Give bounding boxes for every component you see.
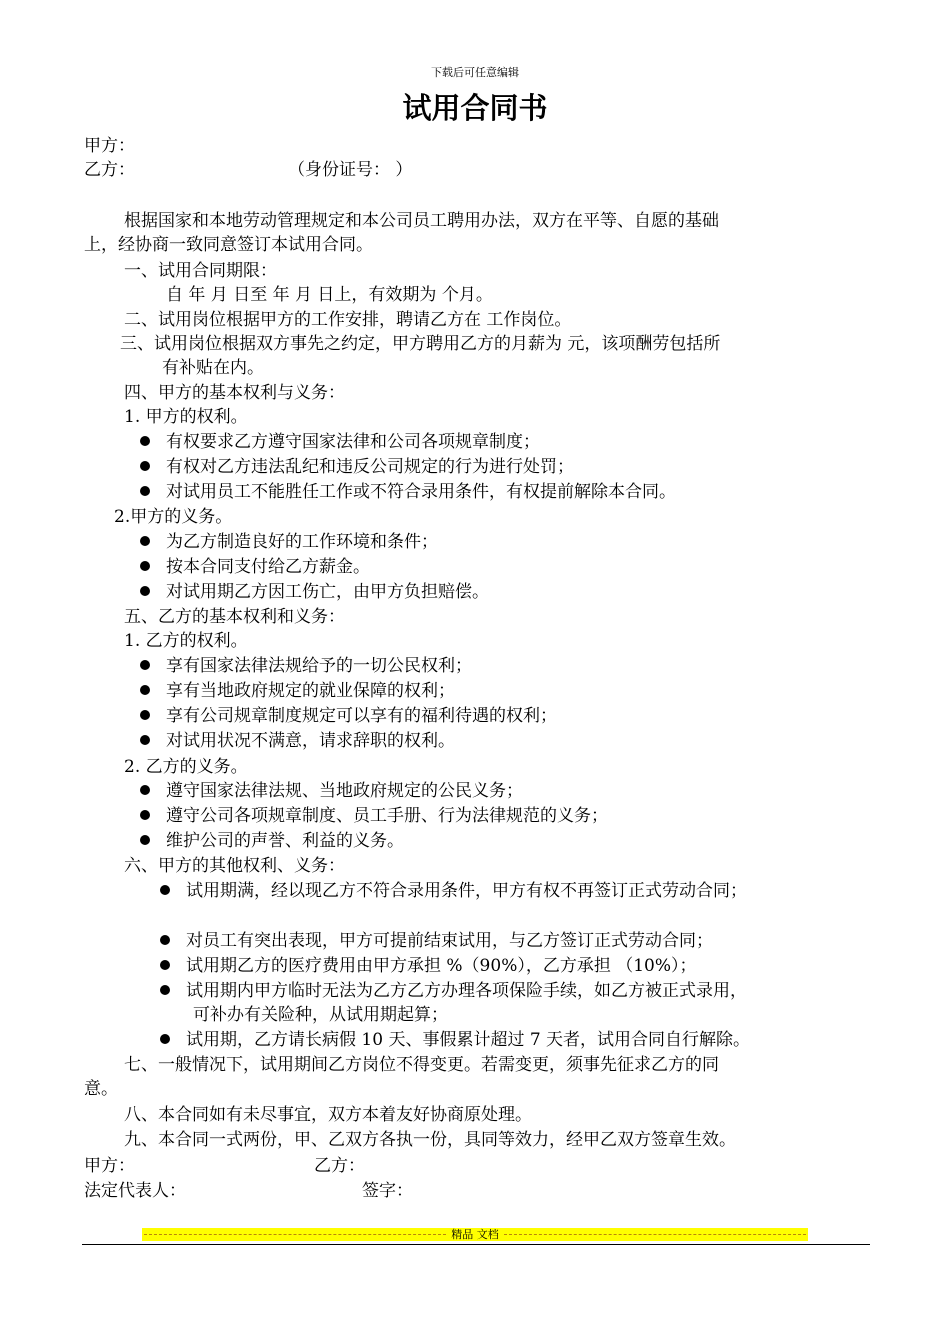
bullet-icon <box>160 935 170 945</box>
footer-divider <box>82 1244 870 1245</box>
signature-sign: 签字： <box>362 1181 413 1201</box>
bullet-icon <box>140 586 150 596</box>
list-item: 遵守国家法律法规、当地政府规定的公民义务； <box>140 780 523 802</box>
list-item: 享有国家法律法规给予的一切公民权利； <box>140 655 472 677</box>
list-item: 遵守公司各项规章制度、员工手册、行为法律规范的义务； <box>140 805 608 827</box>
footer-dash-right <box>504 1234 806 1235</box>
bullet-icon <box>140 835 150 845</box>
list-item: 有权对乙方违法乱纪和违反公司规定的行为进行处罚； <box>140 456 574 478</box>
bullet-icon <box>160 960 170 970</box>
bullet-icon <box>140 536 150 546</box>
bullet-icon <box>160 885 170 895</box>
bullet-icon <box>140 785 150 795</box>
section-5-heading: 五、乙方的基本权利和义务： <box>124 607 345 627</box>
list-item: 试用期满，经以现乙方不符合录用条件，甲方有权不再签订正式劳动合同； <box>160 880 747 902</box>
bullet-icon <box>140 436 150 446</box>
bullet-icon <box>140 561 150 571</box>
id-number-label: （身份证号： ） <box>288 160 413 180</box>
list-item: 维护公司的声誉、利益的义务。 <box>140 830 404 852</box>
bullet-icon <box>140 461 150 471</box>
section-6-heading: 六、甲方的其他权利、义务： <box>124 856 345 876</box>
page-title: 试用合同书 <box>402 91 548 125</box>
bullet-icon <box>140 735 150 745</box>
bullet-icon <box>140 486 150 496</box>
party-b-duties-heading: 2. 乙方的义务。 <box>124 757 248 777</box>
intro-line-2: 上，经协商一致同意签订本试用合同。 <box>84 235 373 255</box>
list-item: 享有当地政府规定的就业保障的权利； <box>140 680 455 702</box>
section-2: 二、试用岗位根据甲方的工作安排，聘请乙方在 工作岗位。 <box>124 310 572 330</box>
section-7-line-1: 七、一般情况下，试用期间乙方岗位不得变更。若需变更，须事先征求乙方的同 <box>124 1055 719 1075</box>
list-item: 为乙方制造良好的工作环境和条件； <box>140 531 438 553</box>
section-1-detail: 自 年 月 日至 年 月 日上，有效期为 个月。 <box>166 285 493 305</box>
list-item: 试用期内甲方临时无法为乙方乙方办理各项保险手续，如乙方被正式录用， <box>160 980 747 1002</box>
bullet-icon <box>140 710 150 720</box>
list-item-continuation: 可补办有关险种，从试用期起算； <box>193 1005 448 1025</box>
section-7-line-2: 意。 <box>84 1079 118 1099</box>
list-item: 对试用状况不满意，请求辞职的权利。 <box>140 730 455 752</box>
list-item: 试用期乙方的医疗费用由甲方承担 %（90%），乙方承担 （10%）； <box>160 955 697 977</box>
section-8: 八、本合同如有未尽事宜，双方本着友好协商原处理。 <box>124 1105 532 1125</box>
signature-legal-rep: 法定代表人： <box>84 1181 186 1201</box>
list-item: 享有公司规章制度规定可以享有的福利待遇的权利； <box>140 705 557 727</box>
party-b-rights-heading: 1. 乙方的权利。 <box>124 631 248 651</box>
signature-party-b: 乙方： <box>314 1156 365 1176</box>
footer-banner <box>142 1228 808 1241</box>
list-item: 按本合同支付给乙方薪金。 <box>140 556 370 578</box>
bullet-icon <box>140 810 150 820</box>
list-item: 有权要求乙方遵守国家法律和公司各项规章制度； <box>140 431 540 453</box>
footer-text: 精品 文档 <box>451 1228 499 1241</box>
intro-line-1: 根据国家和本地劳动管理规定和本公司员工聘用办法，双方在平等、自愿的基础 <box>124 211 719 231</box>
header-note: 下载后可任意编辑 <box>431 66 519 79</box>
party-b-label: 乙方： <box>84 160 135 180</box>
bullet-icon <box>160 1034 170 1044</box>
list-item: 对员工有突出表现，甲方可提前结束试用，与乙方签订正式劳动合同； <box>160 930 713 952</box>
footer-dash-left <box>144 1234 446 1235</box>
list-item: 试用期，乙方请长病假 10 天、事假累计超过 7 天者，试用合同自行解除。 <box>160 1029 750 1051</box>
section-4-heading: 四、甲方的基本权利与义务： <box>124 383 345 403</box>
bullet-icon <box>140 660 150 670</box>
signature-party-a: 甲方： <box>84 1156 135 1176</box>
list-item: 对试用期乙方因工伤亡，由甲方负担赔偿。 <box>140 581 489 603</box>
section-9: 九、本合同一式两份，甲、乙双方各执一份，具同等效力，经甲乙双方签章生效。 <box>124 1130 736 1150</box>
party-a-duties-heading: 2.甲方的义务。 <box>114 507 233 527</box>
bullet-icon <box>160 985 170 995</box>
list-item: 对试用员工不能胜任工作或不符合录用条件，有权提前解除本合同。 <box>140 481 676 503</box>
bullet-icon <box>140 685 150 695</box>
party-a-rights-heading: 1. 甲方的权利。 <box>124 407 248 427</box>
party-a-label: 甲方： <box>84 136 135 156</box>
section-3-line-2: 有补贴在内。 <box>162 358 264 378</box>
section-3-line-1: 三、试用岗位根据双方事先之约定，甲方聘用乙方的月薪为 元，该项酬劳包括所 <box>120 334 721 354</box>
section-1-heading: 一、试用合同期限： <box>124 261 277 281</box>
